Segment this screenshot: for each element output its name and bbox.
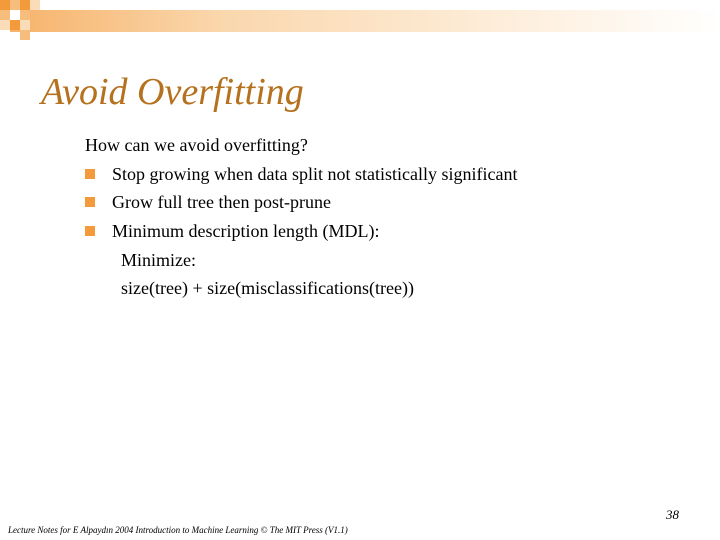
bullet-item xyxy=(85,160,517,189)
intro-question: How can we avoid overfitting? xyxy=(85,135,308,155)
banner-square xyxy=(20,30,30,40)
banner-square xyxy=(0,20,10,30)
banner-square xyxy=(0,0,10,10)
banner-square xyxy=(20,10,30,20)
banner-square xyxy=(20,20,30,30)
decorative-banner xyxy=(0,0,720,40)
bullet-text: Stop growing when data split not statistically significant xyxy=(112,163,518,184)
slide-body xyxy=(85,131,517,303)
slide-title: Avoid Overfitting xyxy=(41,71,304,113)
orange-square-bullet-icon xyxy=(85,197,95,207)
bullet-text: Minimum description length (MDL): xyxy=(112,221,380,242)
footer-citation: Lecture Notes for E Alpaydın 2004 Introduction to Machine Learning © The MIT Press (V1.1) xyxy=(8,525,348,535)
orange-square-bullet-icon xyxy=(85,226,95,236)
mdl-formula: size(tree) + size(misclassifications(tree)) xyxy=(121,278,415,299)
bullet-item xyxy=(85,217,517,246)
banner-square xyxy=(10,20,20,30)
banner-square xyxy=(10,0,20,10)
banner-square xyxy=(10,10,20,20)
mdl-minimize-label: Minimize: xyxy=(121,249,196,270)
bullet-item xyxy=(85,188,517,217)
page-number: 38 xyxy=(666,507,679,522)
banner-square xyxy=(30,0,40,10)
orange-square-bullet-icon xyxy=(85,169,95,179)
banner-square xyxy=(20,0,30,10)
banner-square xyxy=(0,10,10,20)
banner-gradient-stripe xyxy=(10,10,720,32)
bullet-text: Grow full tree then post-prune xyxy=(112,192,331,213)
